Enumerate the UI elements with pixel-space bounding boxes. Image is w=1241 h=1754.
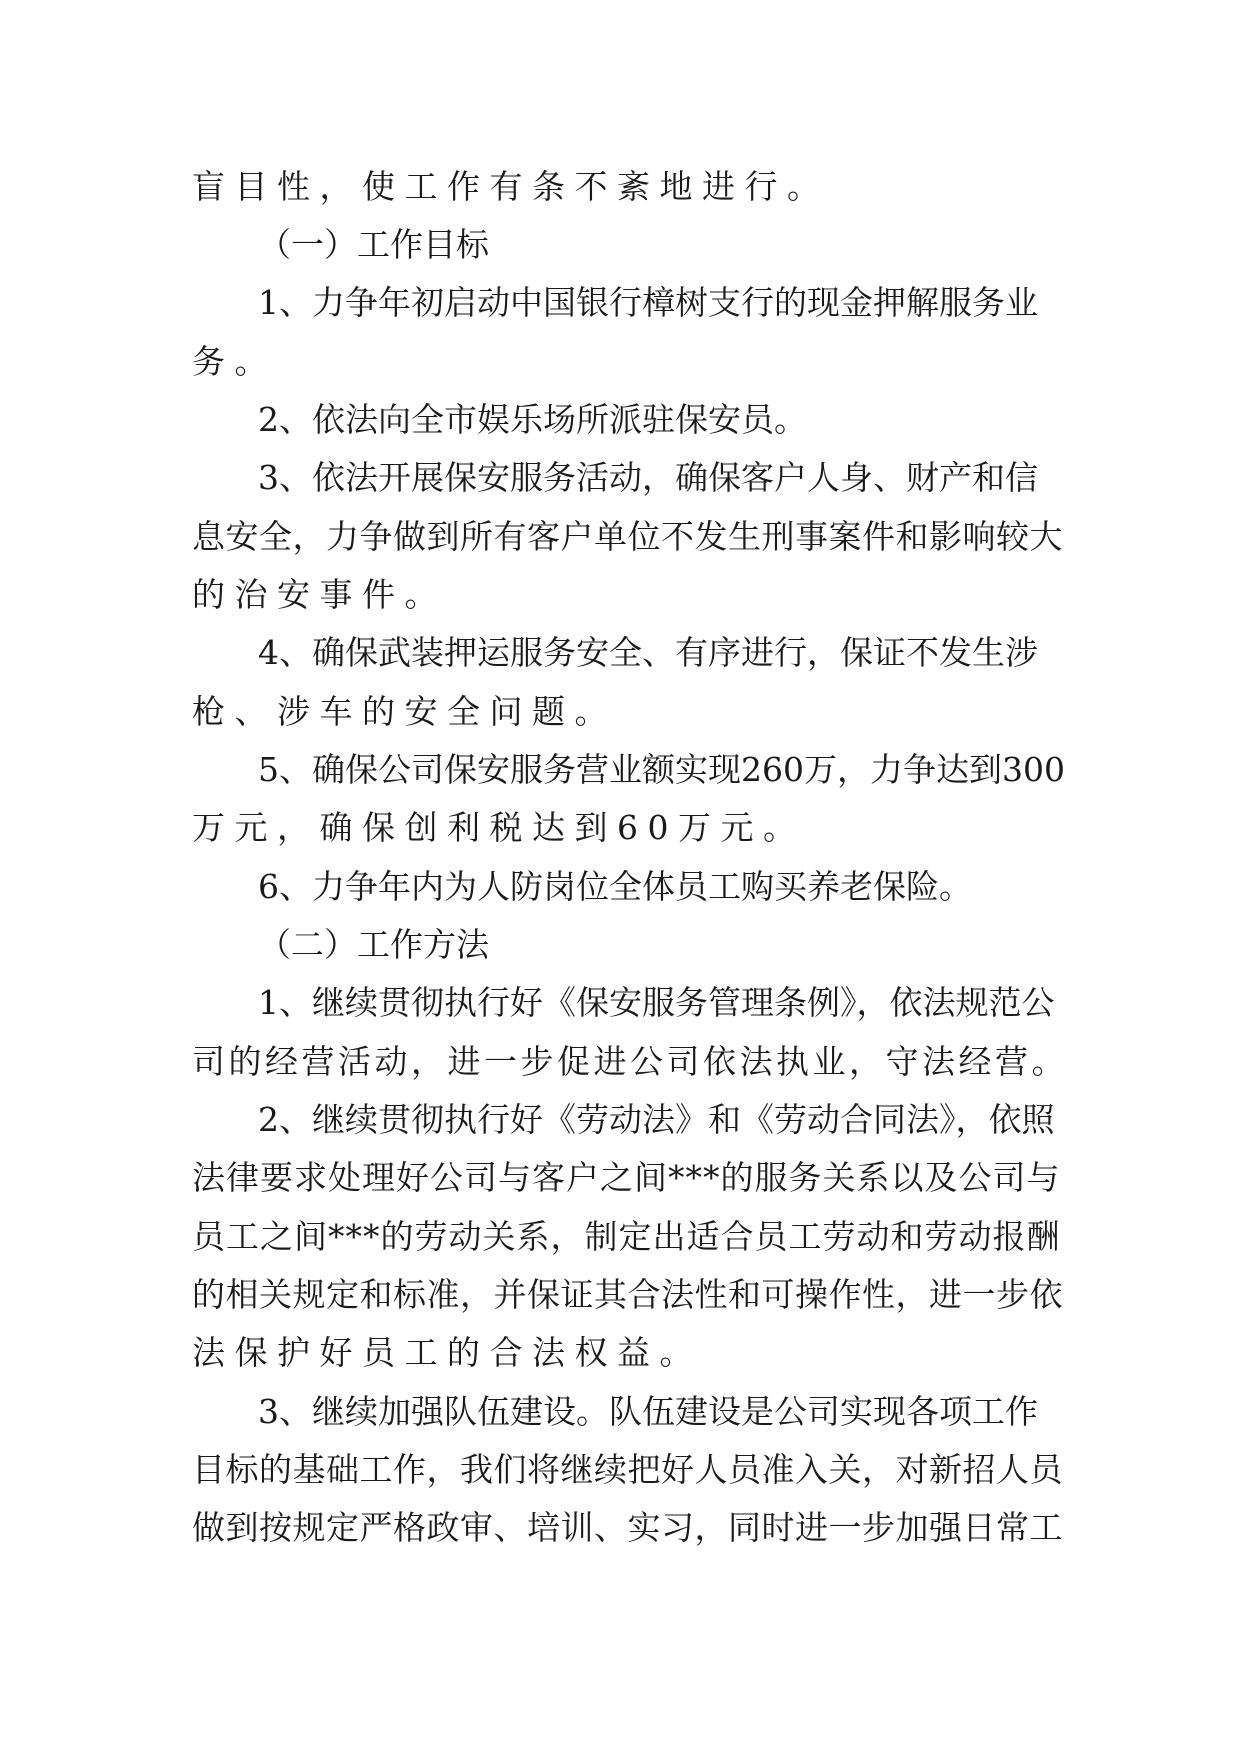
paragraph-line: 3、依法开展保安服务活动，确保客户人身、财产和信 bbox=[258, 458, 1038, 497]
paragraph-line: 目标的基础工作，我们将继续把好人员准入关，对新招人员 bbox=[192, 1450, 1063, 1489]
paragraph-line: 员工之间***的劳动关系，制定出适合员工劳动和劳动报酬 bbox=[192, 1217, 1061, 1256]
paragraph-line: 的治安事件。 bbox=[192, 575, 447, 614]
paragraph-line: 6、力争年内为人防岗位全体员工购买养老保险。 bbox=[258, 867, 972, 906]
paragraph-line: 法律要求处理好公司与客户之间***的服务关系以及公司与 bbox=[192, 1158, 1061, 1197]
paragraph-line: 做到按规定严格政审、培训、实习，同时进一步加强日常工 bbox=[192, 1508, 1063, 1547]
paragraph-line: 万元，确保创利税达到60万元。 bbox=[192, 808, 806, 847]
paragraph-line: 1、力争年初启动中国银行樟树支行的现金押解服务业 bbox=[258, 283, 1038, 322]
paragraph-line: 盲目性，使工作有条不紊地进行。 bbox=[192, 167, 830, 206]
paragraph-line: 息安全，力争做到所有客户单位不发生刑事案件和影响较大 bbox=[192, 517, 1063, 556]
paragraph-line: 2、继续贯彻执行好《劳动法》和《劳动合同法》，依照 bbox=[258, 1100, 1055, 1139]
paragraph-line: 1、继续贯彻执行好《保安服务管理条例》，依法规范公 bbox=[258, 983, 1055, 1022]
paragraph-line: 司的经营活动，进一步促进公司依法执业，守法经营。 bbox=[192, 1042, 1068, 1081]
paragraph-line: 2、依法向全市娱乐场所派驻保安员。 bbox=[258, 400, 807, 439]
paragraph-line: 枪、涉车的安全问题。 bbox=[192, 692, 617, 731]
paragraph-line: 5、确保公司保安服务营业额实现260万，力争达到300 bbox=[258, 750, 1065, 789]
paragraph-line: 法保护好员工的合法权益。 bbox=[192, 1333, 702, 1372]
section-heading-methods: （二）工作方法 bbox=[258, 925, 489, 964]
paragraph-line: 3、继续加强队伍建设。队伍建设是公司实现各项工作 bbox=[258, 1392, 1038, 1431]
paragraph-line: 的相关规定和标准，并保证其合法性和可操作性，进一步依 bbox=[192, 1275, 1063, 1314]
paragraph-line: 4、确保武装押运服务安全、有序进行，保证不发生涉 bbox=[258, 633, 1038, 672]
section-heading-goals: （一）工作目标 bbox=[258, 225, 489, 264]
paragraph-line: 务。 bbox=[192, 342, 277, 381]
